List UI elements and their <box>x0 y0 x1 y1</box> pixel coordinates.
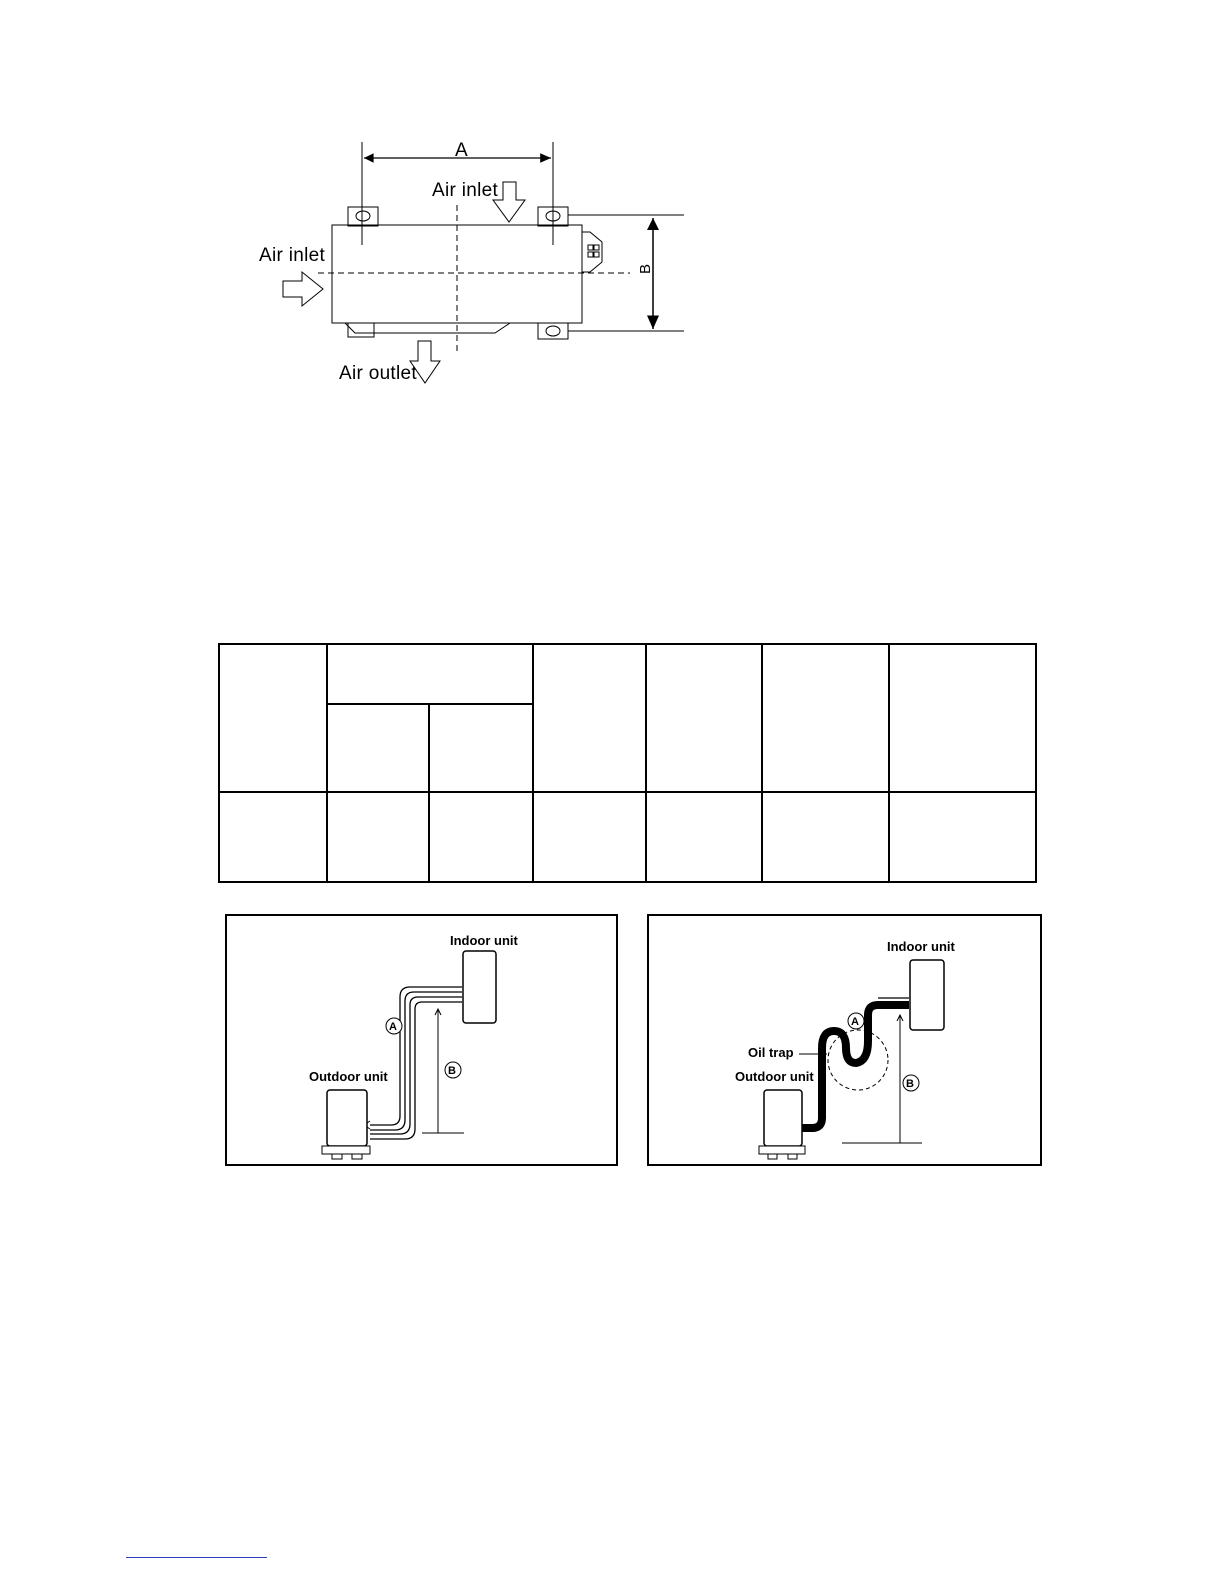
table-row <box>219 792 1036 882</box>
header-cell <box>327 644 533 704</box>
outdoor-unit-label: Outdoor unit <box>735 1069 814 1084</box>
oil-trap-label: Oil trap <box>748 1045 794 1060</box>
piping-diagram-oil-trap <box>646 913 1044 1169</box>
unit-dimension-diagram <box>0 0 1224 420</box>
header-cell <box>889 644 1036 792</box>
header-cell <box>762 644 889 792</box>
header-cell <box>646 644 762 792</box>
header-subcell <box>327 704 429 792</box>
table-cell <box>533 792 646 882</box>
marker-b-label: B <box>448 1065 456 1077</box>
marker-a-label: A <box>851 1016 859 1028</box>
table-cell <box>646 792 762 882</box>
air-outlet-label: Air outlet <box>339 363 417 384</box>
spec-table <box>218 643 1037 883</box>
air-inlet-left-label: Air inlet <box>259 245 326 266</box>
outdoor-unit-label: Outdoor unit <box>309 1069 388 1084</box>
table-cell <box>762 792 889 882</box>
piping-diagram-standard <box>224 913 620 1169</box>
marker-a-label: A <box>389 1021 397 1033</box>
air-inlet-top-label: Air inlet <box>432 180 499 201</box>
header-subcell <box>429 704 533 792</box>
indoor-unit-label: Indoor unit <box>887 939 955 954</box>
indoor-unit-label: Indoor unit <box>450 933 518 948</box>
footnote-rule <box>126 1557 267 1558</box>
indoor-unit <box>463 951 496 1023</box>
table-cell <box>219 792 327 882</box>
table-cell <box>889 792 1036 882</box>
indoor-unit <box>910 960 944 1030</box>
outdoor-unit <box>327 1090 367 1146</box>
air-inlet-left-arrow <box>283 272 323 306</box>
table-cell <box>327 792 429 882</box>
header-cell <box>533 644 646 792</box>
table-cell <box>429 792 533 882</box>
marker-b-label: B <box>906 1078 914 1090</box>
outdoor-unit <box>764 1090 802 1146</box>
dimension-a-label: A <box>455 140 468 161</box>
header-cell <box>219 644 327 792</box>
dimension-b-label: B <box>637 263 654 274</box>
